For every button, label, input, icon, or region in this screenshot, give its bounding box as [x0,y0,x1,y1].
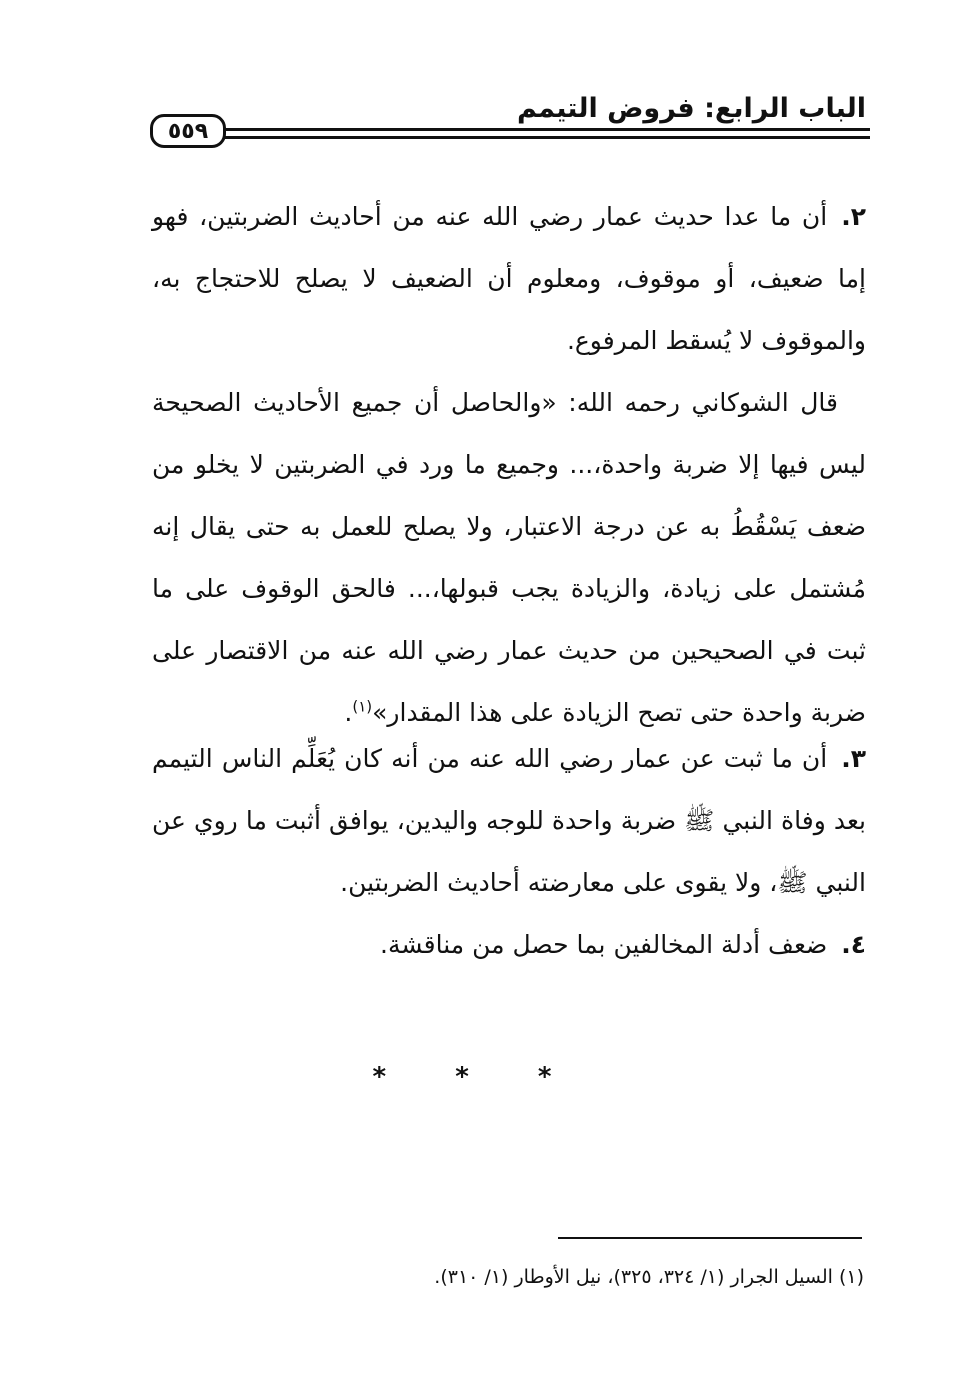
page-number: ٥٥٩ [150,114,226,148]
paragraph-item-3 [152,728,866,914]
paragraph-item-2 [152,186,866,372]
item-text: ضعف أدلة المخالفين بما حصل من مناقشة. [380,930,828,959]
quote-text: قال الشوكاني رحمه الله: «والحاصل أن جميع الأحاديث الصحيحة ليس فيها إلا ضربة واحدة،... وجميع ما ورد في الضربتين لا يخلو من ضعف يَسْقُطُ به عن درجة الاعتبار، ولا يصلح للعمل به حتى يقال إنه مُشتمل على زيادة، والزيادة يجب قبولها،... فالحق الوقوف على ما ثبت في الصحيحين من حديث عمار رضي الله عنه من الاقتصار على ضربة واحدة حتى تصح الزيادة على هذا المقدار» [152,388,866,727]
quote-end: . [344,698,353,727]
chapter-title: الباب الرابع: فروض التيمم [517,93,866,124]
header-rule-thin [224,138,870,139]
item-text: أن ما عدا حديث عمار رضي الله عنه من أحاديث الضربتين، فهو إما ضعيف، أو موقوف، ومعلوم أن الضعيف لا يصلح للاحتجاج به، والموقوف لا يُسقط المرفوع. [152,202,866,355]
paragraph-quote [152,372,866,744]
section-separator: * * * [372,1062,582,1092]
item-number: ٢. [841,202,866,231]
item-number: ٣. [841,744,866,773]
footnote-rule [558,1237,862,1239]
page-header [150,92,870,162]
paragraph-item-4 [152,914,866,976]
header-rule [224,128,870,138]
footnote-reference[interactable]: (١) [352,697,373,716]
footnote: (١) السيل الجرار (١/ ٣٢٤، ٣٢٥)، نيل الأوطار (١/ ٣١٠). [434,1266,864,1288]
item-number: ٤. [841,930,866,959]
item-text: أن ما ثبت عن عمار رضي الله عنه من أنه كان يُعَلِّم الناس التيمم بعد وفاة النبي ﷺ ضربة واحدة للوجه واليدين، يوافق أثبت ما روي عن النبي ﷺ، ولا يقوى على معارضته أحاديث الضربتين. [152,744,866,897]
